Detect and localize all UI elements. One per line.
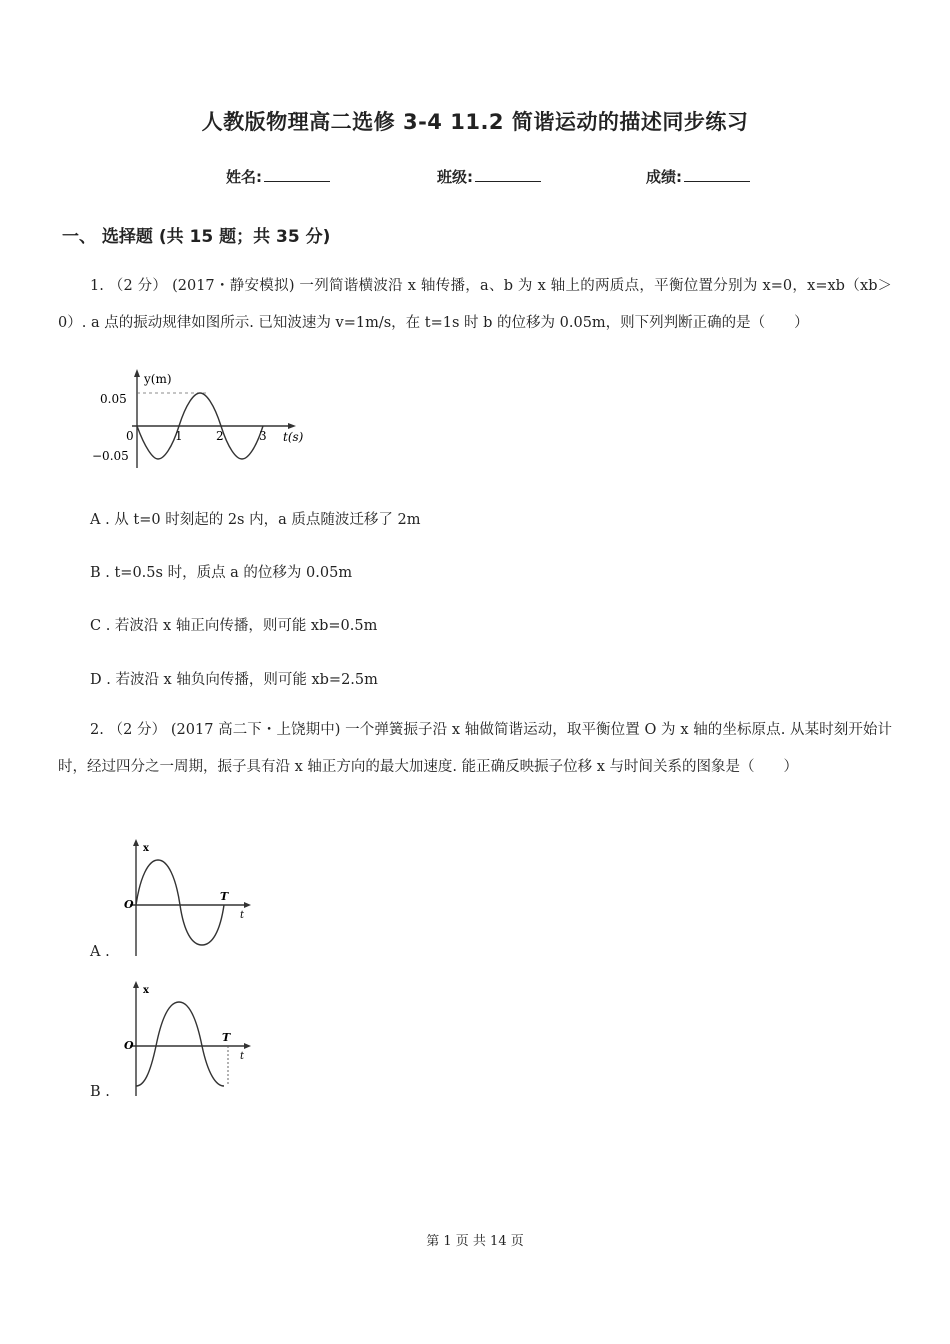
x-tick-label: 1 — [175, 429, 183, 443]
axis-arrow — [244, 1043, 251, 1049]
curve — [136, 860, 224, 945]
q2-option-b-graph[interactable] — [120, 980, 255, 1098]
x-tick-label: 3 — [259, 429, 267, 443]
class-field — [437, 166, 541, 187]
name-label: 姓名: — [226, 168, 262, 186]
question-2-text — [58, 712, 892, 786]
question-1-body: 1. （2 分） (2017・静安模拟) 一列简谐横波沿 x 轴传播，a、b 为 x 轴上的两质点，平衡位置分别为 x=0，x=xb（xb＞0）. a 点的振动规律如图所示. 已知波速为 v=1m/s，在 t=1s 时 b 的位移为 0.05m，则下列判断正确的是（ ） — [58, 278, 892, 331]
curve — [136, 1002, 224, 1086]
class-label: 班级: — [437, 168, 473, 186]
period-label: T — [220, 890, 229, 903]
origin-label: 0 — [126, 429, 134, 443]
name-field — [226, 166, 330, 187]
q1-option-a[interactable]: A . 从 t=0 时刻起的 2s 内，a 质点随波迁移了 2m — [90, 512, 421, 528]
question-1-graph — [88, 368, 318, 473]
origin-label: O — [124, 1039, 134, 1052]
page-title: 人教版物理高二选修 3-4 11.2 简谐运动的描述同步练习 — [201, 110, 749, 134]
q2-option-b-label[interactable]: B . — [90, 1084, 110, 1100]
q1-option-c[interactable]: C . 若波沿 x 轴正向传播，则可能 xb=0.5m — [90, 618, 378, 634]
y-tick-label: 0.05 — [100, 392, 127, 406]
y-axis-label: y(m) — [144, 372, 172, 386]
period-label: T — [222, 1031, 231, 1044]
page-footer: 第 1 页 共 14 页 — [426, 1234, 524, 1249]
score-field — [646, 166, 750, 187]
t-label: t — [240, 1051, 245, 1062]
section-heading: 一、 选择题 (共 15 题；共 35 分) — [62, 227, 331, 247]
axis-arrow — [244, 902, 251, 908]
q1-option-b[interactable]: B . t=0.5s 时，质点 a 的位移为 0.05m — [90, 565, 353, 581]
class-blank[interactable] — [475, 167, 541, 182]
q2-option-a-graph[interactable] — [120, 838, 255, 958]
t-label: t — [240, 910, 245, 921]
x-axis-arrow — [288, 423, 296, 429]
score-label: 成绩: — [646, 168, 682, 186]
y-tick-label: −0.05 — [92, 449, 129, 463]
x-axis-label: t(s) — [283, 430, 304, 444]
question-2-body: 2. （2 分） (2017 高二下・上饶期中) 一个弹簧振子沿 x 轴做简谐运动，取平衡位置 O 为 x 轴的坐标原点. 从某时刻开始计时，经过四分之一周期，振子具有沿 x 轴正方向的最大加速度. 能正确反映振子位移 x 与时间关系的图象是（ ） — [58, 722, 892, 775]
q2-option-a-label[interactable]: A . — [90, 944, 110, 960]
x-tick-label: 2 — [216, 429, 224, 443]
question-1-text — [58, 268, 892, 342]
y-axis-arrow — [134, 369, 140, 377]
q1-option-d[interactable]: D . 若波沿 x 轴负向传播，则可能 xb=2.5m — [90, 672, 378, 688]
x-label: x — [143, 843, 149, 854]
axis-arrow — [133, 981, 139, 988]
name-blank[interactable] — [264, 167, 330, 182]
x-label: x — [143, 985, 149, 996]
score-blank[interactable] — [684, 167, 750, 182]
axis-arrow — [133, 839, 139, 846]
origin-label: O — [124, 898, 134, 911]
